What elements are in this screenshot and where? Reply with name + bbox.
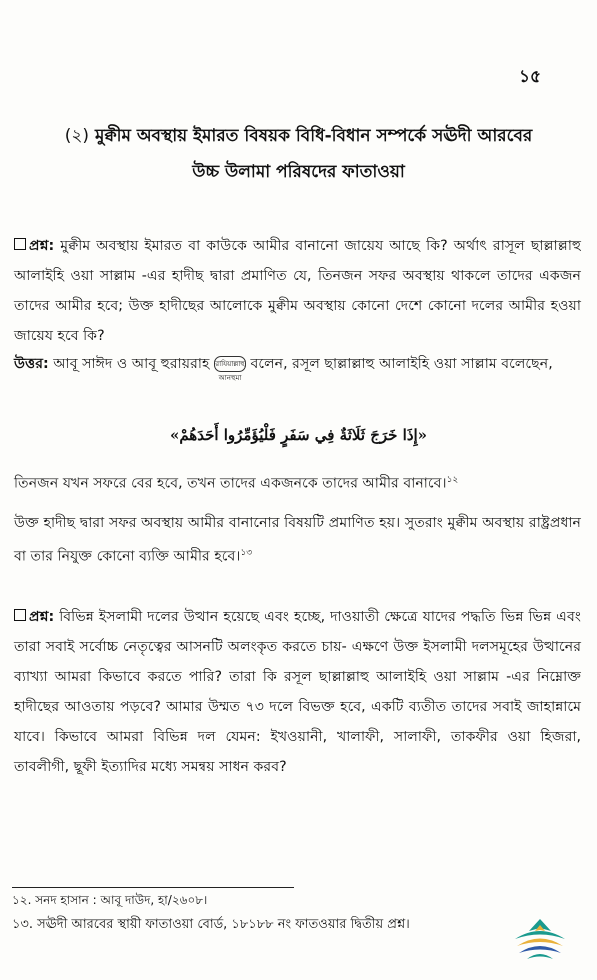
- checkbox-icon: [14, 238, 26, 250]
- arabic-hadith: «إِذَا خَرَجَ ثَلَاثَةٌ فِي سَفَرٍ فَلْيُؤَمِّرُوا أَحَدَهُمْ»: [169, 426, 428, 444]
- heading-line-2: উচ্চ উলামা পরিষদের ফাতাওয়া: [192, 162, 405, 182]
- question-text: মুক্বীম অবস্থায় ইমারত বা কাউকে আমীর বানানো জায়েয আছে কি? অর্থাৎ রাসূল ছাল্লাল্লাহু আলাইহি ওয়া সাল্লাম -এর হাদীছ দ্বারা প্রমাণিত যে, তিনজন সফর অবস্থায় থাকলে তাদের একজন তাদের আমীর হবে; উক্ত হাদীছের আলোকে মুক্বীম অবস্থায় কোনো দেশে কোনো দলের আমীর হওয়া জায়েয হবে কি?: [14, 238, 582, 344]
- question-1: [14, 231, 581, 351]
- explanation: [14, 508, 581, 572]
- section-heading: [20, 118, 577, 190]
- publisher-logo-icon: [511, 917, 569, 961]
- footnote-divider: [12, 887, 294, 888]
- answer-label: উত্তর:: [14, 356, 49, 372]
- question-text: বিভিন্ন ইসলামী দলের উত্থান হয়েছে এবং হচ্ছে, দাওয়াতী ক্ষেত্রে যাদের পদ্ধতি ভিন্ন ভিন্ন এবং তারা সবাই সর্বোচ্চ নেতৃত্বের আসনটি অলংকৃত করতে চায়- এক্ষণে উক্ত ইসলামী দলসমূহের উত্থানের ব্যাখ্যা আমরা কিভাবে করতে পারি? তারা কি রসূল ছাল্লাল্লাহু আলাইহি ওয়া সাল্লাম -এর নিম্নোক্ত হাদীছের আওতায় পড়বে? আমার উম্মত ৭৩ দলে বিভক্ত হবে, একটি ব্যতীত তাদের সবাই জাহান্নামে যাবে। কিভাবে আমরা বিভিন্ন দল যেমন: ইখওয়ানী, খালাফী, সালাফী, তাকফীর ওয়া হিজরা, তাবলীগী, ছূফী ইত্যাদির মধ্যে সমন্বয় সাধন করব?: [14, 609, 581, 775]
- question-label: প্রশ্ন:: [29, 609, 55, 625]
- heading-number: (২): [64, 126, 90, 146]
- answer-1: [14, 349, 581, 382]
- question-label: প্রশ্ন:: [29, 238, 55, 254]
- answer-text-1: আবূ সাঈদ ও আবূ হুরায়রাহ: [53, 356, 210, 372]
- explanation-text: উক্ত হাদীছ দ্বারা সফর অবস্থায় আমীর বানানোর বিষয়টি প্রমাণিত হয়। সুতরাং মুক্বীম অবস্থায় রাষ্ট্রপ্রধান বা তার নিযুক্ত কোনো ব্যক্তি আমীর হবে।: [14, 515, 581, 565]
- translation-text: তিনজন যখন সফরে বের হবে, তখন তাদের একজনকে তাদের আমীর বানাবে।: [14, 475, 447, 492]
- heading-line-1: [20, 118, 577, 154]
- footnote-12: ১২. সনদ হাসান : আবূ দাউদ, হা/২৬০৮।: [12, 893, 208, 907]
- translation: [14, 465, 581, 499]
- question-2: [14, 602, 581, 782]
- page-number: ১৫: [518, 67, 541, 87]
- footnote-13: ১৩. সঊদী আরবের স্থায়ী ফাতাওয়া বোর্ড, ১৮১৮৮ নং ফাতওয়ার দ্বিতীয় প্রশ্ন।: [12, 917, 410, 932]
- honorific-seal: রাযিয়াল্লাহু আনহুমা: [214, 356, 246, 372]
- footnote-ref-12: ১২: [446, 475, 459, 485]
- answer-text-2: বলেন, রসূল ছাল্লাল্লাহু আলাইহি ওয়া সাল্লাম বলেছেন,: [250, 356, 553, 372]
- footnote-ref-13: ১৩: [240, 548, 253, 558]
- checkbox-icon: [14, 609, 26, 621]
- heading-line-1-text: মুক্বীম অবস্থায় ইমারত বিষয়ক বিধি-বিধান সম্পর্কে সঊদী আরবের: [94, 126, 533, 146]
